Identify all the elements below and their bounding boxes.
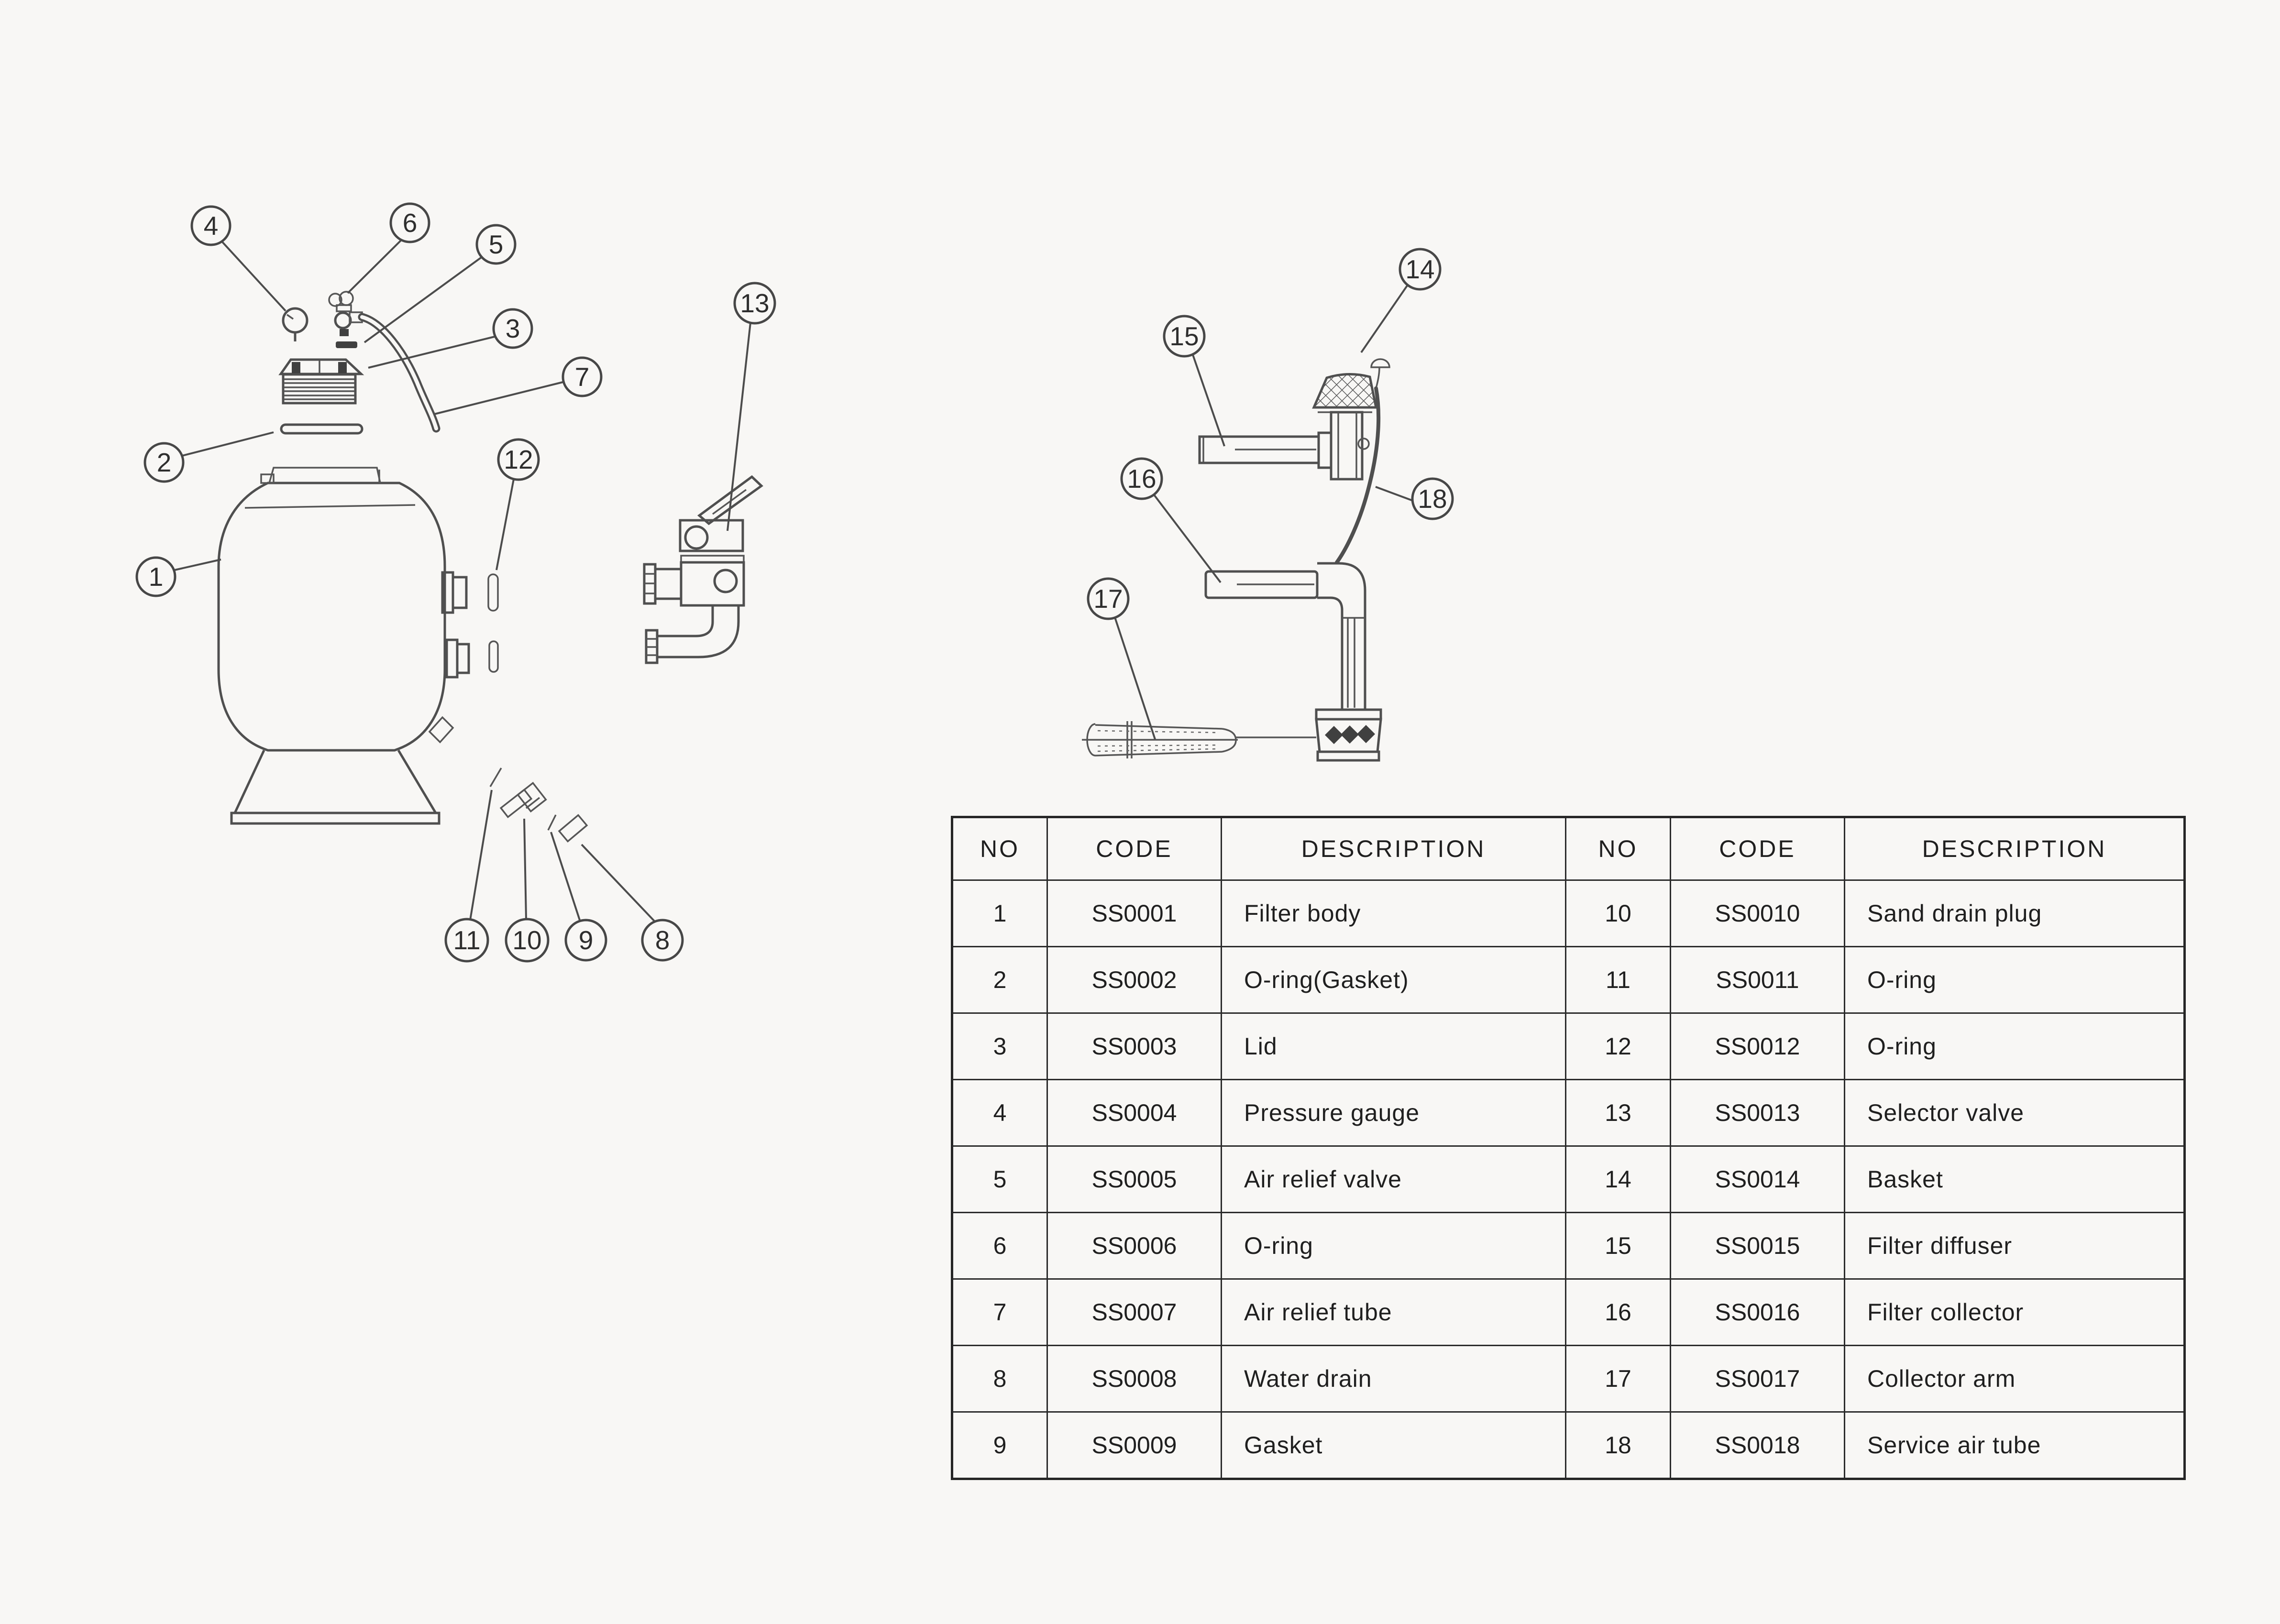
part-code: SS0005 (1047, 1146, 1222, 1213)
callout-4-label: 4 (203, 211, 219, 241)
part-no: 3 (952, 1013, 1047, 1080)
o-ring-6-part (336, 341, 357, 348)
part-code: SS0006 (1047, 1213, 1222, 1279)
callout-5-label: 5 (488, 230, 504, 259)
table-row (952, 1013, 2185, 1080)
callout-12 (498, 439, 539, 480)
part-no: 6 (952, 1213, 1047, 1279)
diffuser-hub-drawing (1319, 412, 1369, 479)
air-relief-valve-drawing (329, 292, 362, 336)
part-no: 1 (952, 880, 1047, 947)
part-no: 2 (952, 947, 1047, 1013)
part-description: Filter collector (1845, 1279, 2185, 1346)
part-description: Selector valve (1845, 1080, 2185, 1146)
sand-drain-plug-bolt (501, 783, 546, 817)
part-no: 8 (952, 1346, 1047, 1412)
part-description: Sand drain plug (1845, 880, 2185, 947)
part-code: SS0010 (1671, 880, 1845, 947)
filter-collector-drawing (1206, 571, 1317, 598)
callout-13 (735, 283, 775, 323)
part-no: 13 (1566, 1080, 1671, 1146)
header-no-right: NO (1566, 817, 1671, 880)
callout-8 (642, 920, 683, 960)
part-description: Gasket (1222, 1412, 1566, 1479)
callout-10 (506, 919, 548, 961)
part-no: 17 (1566, 1346, 1671, 1412)
part-code: SS0016 (1671, 1279, 1845, 1346)
callout-11 (446, 919, 488, 961)
callout-5 (477, 225, 515, 263)
part-description: O-ring(Gasket) (1222, 947, 1566, 1013)
part-description: Collector arm (1845, 1346, 2185, 1412)
header-no-left: NO (952, 817, 1047, 880)
collector-arm-drawing (1082, 721, 1316, 758)
part-no: 5 (952, 1146, 1047, 1213)
callout-10-label: 10 (512, 925, 542, 955)
table-row (952, 1279, 2185, 1346)
callout-18 (1412, 479, 1453, 519)
part-code: SS0012 (1671, 1013, 1845, 1080)
part-code: SS0015 (1671, 1213, 1845, 1279)
parts-table (951, 816, 2186, 1480)
part-description: Filter diffuser (1845, 1213, 2185, 1279)
callout-3 (494, 309, 532, 348)
table-row (952, 947, 2185, 1013)
header-code-left: CODE (1047, 817, 1222, 880)
part-code: SS0011 (1671, 947, 1845, 1013)
mushroom-cap-part (1371, 359, 1389, 388)
part-no: 11 (1566, 947, 1671, 1013)
part-no: 9 (952, 1412, 1047, 1479)
callout-17 (1088, 579, 1128, 619)
callout-13-label: 13 (740, 288, 770, 318)
part-description: O-ring (1845, 947, 2185, 1013)
callout-16-label: 16 (1127, 464, 1157, 494)
table-row (952, 1346, 2185, 1412)
part-code: SS0002 (1047, 947, 1222, 1013)
part-description: Basket (1845, 1146, 2185, 1213)
drain-hardware-parts (490, 768, 587, 841)
callout-15-label: 15 (1169, 321, 1199, 351)
part-description: O-ring (1222, 1213, 1566, 1279)
table-row (952, 1213, 2185, 1279)
selector-valve-drawing (644, 477, 761, 663)
part-code: SS0008 (1047, 1346, 1222, 1412)
part-no: 10 (1566, 880, 1671, 947)
elbow-standpipe-drawing (1317, 563, 1365, 710)
part-no: 14 (1566, 1146, 1671, 1213)
table-row (952, 1146, 2185, 1213)
callout-12-label: 12 (504, 445, 533, 474)
part-description: Pressure gauge (1222, 1080, 1566, 1146)
callout-7-label: 7 (574, 362, 590, 392)
callout-8-label: 8 (655, 925, 670, 955)
header-code-right: CODE (1671, 817, 1845, 880)
table-row (952, 1080, 2185, 1146)
part-description: Air relief tube (1222, 1279, 1566, 1346)
part-code: SS0017 (1671, 1346, 1845, 1412)
part-no: 12 (1566, 1013, 1671, 1080)
o-ring-12-parts (488, 574, 498, 672)
callout-4 (192, 207, 230, 245)
callout-6-label: 6 (402, 208, 418, 238)
table-row (952, 880, 2185, 947)
part-code: SS0001 (1047, 880, 1222, 947)
callout-14 (1400, 249, 1440, 289)
part-no: 16 (1566, 1279, 1671, 1346)
header-description-left: DESCRIPTION (1222, 817, 1566, 880)
callout-14-label: 14 (1405, 254, 1435, 284)
part-no: 15 (1566, 1213, 1671, 1279)
part-code: SS0013 (1671, 1080, 1845, 1146)
part-no: 18 (1566, 1412, 1671, 1479)
callout-7 (563, 358, 601, 396)
filter-body-drawing (219, 468, 469, 823)
callout-6 (391, 204, 429, 242)
service-air-tube-drawing (1337, 388, 1378, 562)
header-description-right: DESCRIPTION (1845, 817, 2185, 880)
lateral-base-drawing (1316, 710, 1381, 760)
callout-16 (1122, 459, 1162, 499)
callout-9-label: 9 (578, 925, 594, 955)
part-description: Lid (1222, 1013, 1566, 1080)
part-code: SS0014 (1671, 1146, 1845, 1213)
part-description: Air relief valve (1222, 1146, 1566, 1213)
part-description: Service air tube (1845, 1412, 2185, 1479)
filter-diffuser-drawing (1200, 437, 1319, 463)
basket-drawing (1314, 374, 1376, 412)
table-row (952, 1412, 2185, 1479)
lid-drawing (281, 360, 361, 403)
callout-3-label: 3 (505, 314, 520, 343)
o-ring-2-part (281, 425, 362, 433)
callout-1 (137, 558, 175, 596)
callout-15 (1164, 316, 1204, 356)
callout-2 (145, 443, 183, 482)
part-description: O-ring (1845, 1013, 2185, 1080)
air-relief-tube-drawing (362, 317, 436, 428)
callout-1-label: 1 (148, 562, 164, 592)
callout-18-label: 18 (1418, 484, 1447, 514)
part-code: SS0009 (1047, 1412, 1222, 1479)
part-no: 4 (952, 1080, 1047, 1146)
callout-11-label: 11 (453, 925, 481, 955)
pressure-gauge-drawing (283, 308, 307, 341)
part-description: Water drain (1222, 1346, 1566, 1412)
table-header-row (952, 817, 2185, 880)
part-code: SS0003 (1047, 1013, 1222, 1080)
callout-17-label: 17 (1093, 584, 1123, 614)
part-description: Filter body (1222, 880, 1566, 947)
callout-9 (566, 920, 606, 960)
part-code: SS0007 (1047, 1279, 1222, 1346)
part-no: 7 (952, 1279, 1047, 1346)
callout-2-label: 2 (156, 448, 172, 477)
part-code: SS0004 (1047, 1080, 1222, 1146)
part-code: SS0018 (1671, 1412, 1845, 1479)
